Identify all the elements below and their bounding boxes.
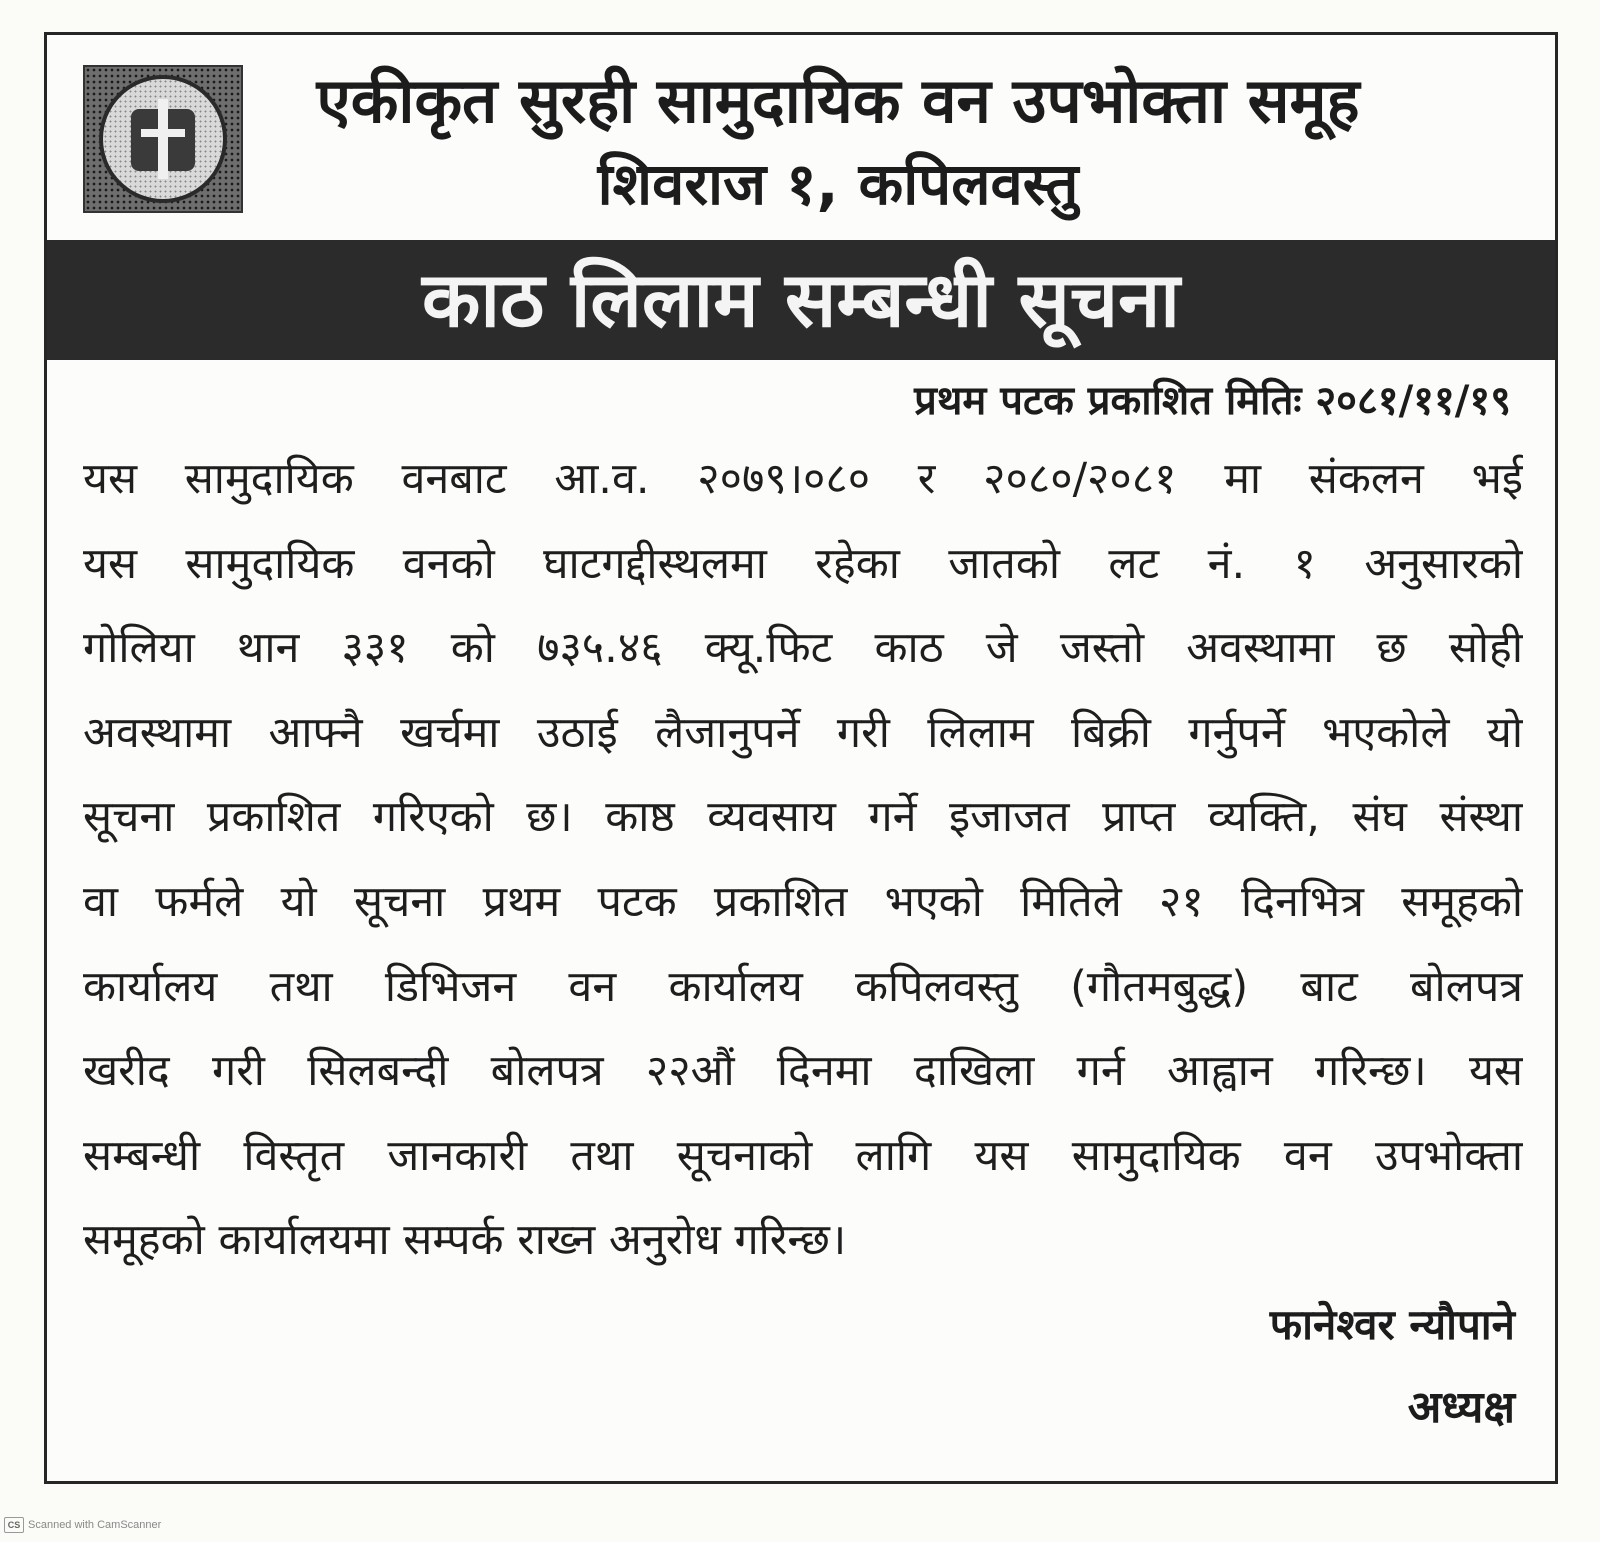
camscanner-icon: CS [4, 1517, 24, 1533]
body-line: कार्यालय तथा डिभिजन वन कार्यालय कपिलवस्तु (गौतमबुद्ध) बाट बोलपत्र [83, 961, 1523, 1012]
emblem-tree-trunk [158, 99, 168, 179]
notice-clipping [44, 32, 1558, 1484]
body-line: यस सामुदायिक वनको घाटगद्दीस्थलमा रहेका जातको लट नं. १ अनुसारको [83, 538, 1523, 589]
organization-name: एकीकृत सुरही सामुदायिक वन उपभोक्ता समूह [316, 64, 1360, 137]
signatory-title: अध्यक्ष [1407, 1382, 1515, 1433]
body-line: अवस्थामा आफ्नै खर्चमा उठाई लैजानुपर्ने गरी लिलाम बिक्री गर्नुपर्ने भएकोले यो [83, 707, 1523, 758]
scanner-watermark-text: Scanned with CamScanner [28, 1519, 162, 1532]
scanner-watermark [4, 1514, 161, 1536]
body-line: यस सामुदायिक वनबाट आ.व. २०७९।०८० र २०८०/२०८१ मा संकलन भई [83, 454, 1523, 504]
body-line: वा फर्मले यो सूचना प्रथम पटक प्रकाशित भएको मितिले २१ दिनभित्र समूहको [83, 876, 1523, 927]
first-publish-date: प्रथम पटक प्रकाशित मितिः २०८१/११/१९ [914, 378, 1511, 424]
signatory-name: फानेश्वर न्यौपाने [1269, 1300, 1515, 1349]
organization-address: शिवराज १, कपिलवस्तु [597, 150, 1079, 218]
notice-title: काठ लिलाम सम्बन्धी सूचना [422, 255, 1180, 344]
title-banner [47, 240, 1555, 360]
body-line: सम्बन्धी विस्तृत जानकारी तथा सूचनाको लागि यस सामुदायिक वन उपभोक्ता [83, 1130, 1523, 1181]
body-line: गोलिया थान ३३१ को ७३५.४६ क्यू.फिट काठ जे जस्तो अवस्थामा छ सोही [83, 623, 1523, 674]
notice-header [47, 35, 1555, 240]
body-line: सूचना प्रकाशित गरिएको छ। काष्ठ व्यवसाय गर्ने इजाजत प्राप्त व्यक्ति, संघ संस्था [83, 792, 1523, 843]
forest-group-emblem-icon [83, 65, 243, 213]
body-line: समूहको कार्यालयमा सम्पर्क राख्न अनुरोध गरिन्छ। [83, 1215, 847, 1266]
body-line: खरीद गरी सिलबन्दी बोलपत्र २२औं दिनमा दाखिला गर्न आह्वान गरिन्छ। यस [83, 1046, 1523, 1097]
emblem-tree-branch [141, 129, 185, 137]
notice-body [83, 437, 1523, 1283]
